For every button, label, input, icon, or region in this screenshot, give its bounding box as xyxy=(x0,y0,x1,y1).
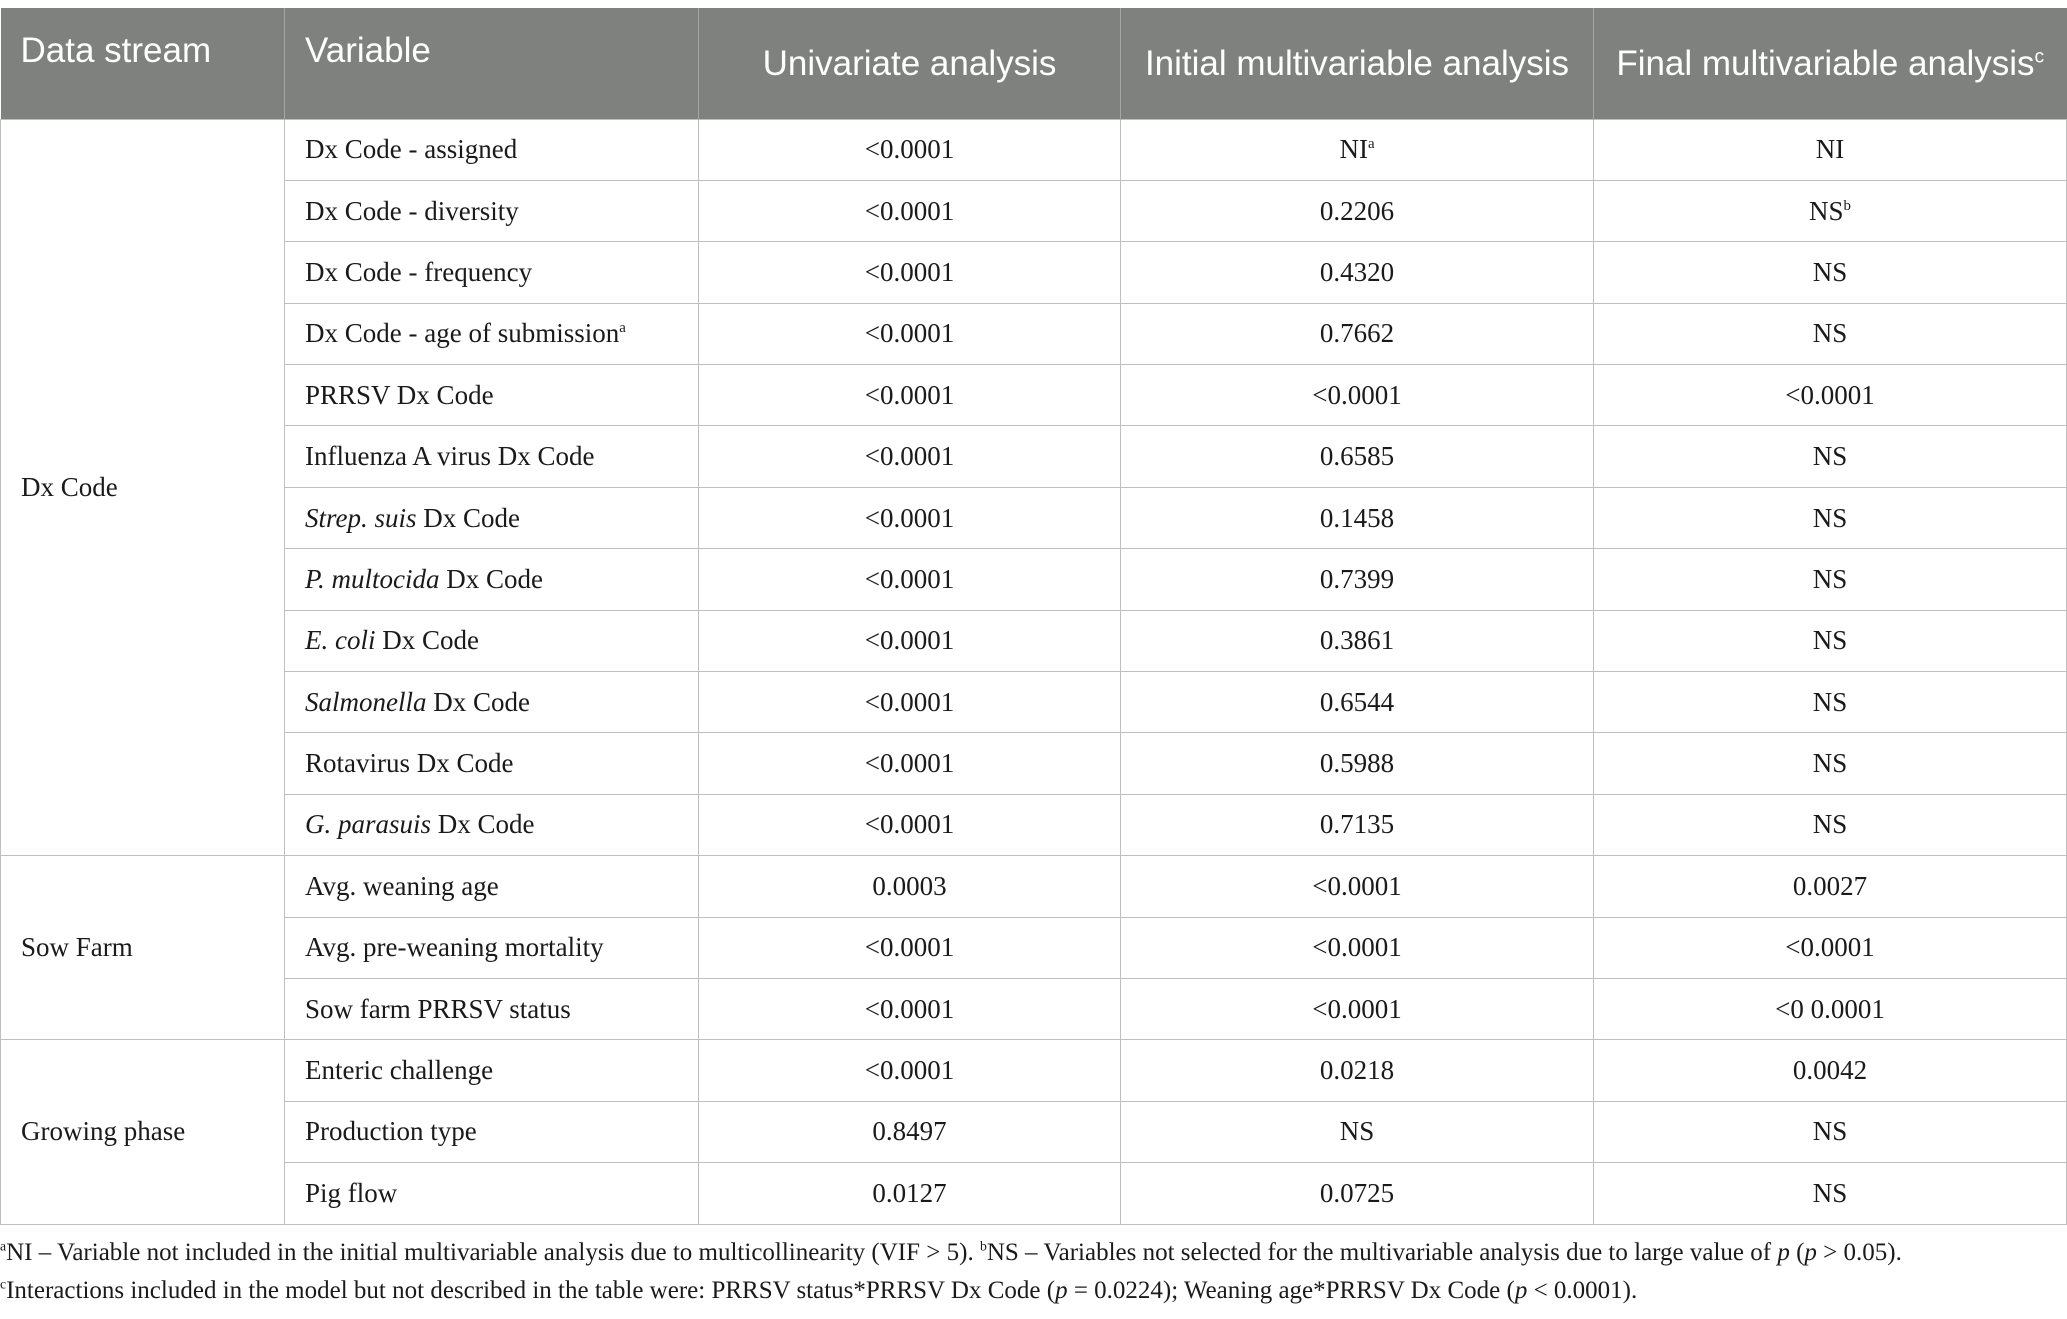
table-row xyxy=(1,917,2067,978)
initial-value: 0.1458 xyxy=(1319,502,1395,533)
variable-italic-name: Strep. suis xyxy=(305,502,417,533)
univariate-cell xyxy=(699,303,1121,364)
table-row xyxy=(1,610,2067,671)
final-cell xyxy=(1594,856,2067,917)
final-value: NS xyxy=(1812,318,1848,349)
footnote-a-text: NI – Variable not included in the initial multivariable analysis due to multicollinearity (VIF > 5). xyxy=(6,1239,980,1266)
final-value: NS xyxy=(1812,502,1848,533)
table-row xyxy=(1,549,2067,610)
variable-italic-name: G. parasuis xyxy=(305,809,432,840)
variable-cell xyxy=(285,242,699,303)
final-value: NS xyxy=(1812,1116,1848,1147)
final-cell xyxy=(1594,1101,2067,1162)
final-value: <0 0.0001 xyxy=(1775,993,1885,1024)
variable-cell xyxy=(285,487,699,548)
initial-cell xyxy=(1121,303,1594,364)
variable-cell xyxy=(285,672,699,733)
variable-cell xyxy=(285,426,699,487)
variable-name: Avg. pre-weaning mortality xyxy=(305,932,604,963)
univariate-value: <0.0001 xyxy=(864,195,955,226)
final-cell xyxy=(1594,365,2067,426)
univariate-value: <0.0001 xyxy=(864,441,955,472)
footnote-marker: a xyxy=(1367,136,1375,153)
data-stream-cell: Growing phase xyxy=(1,1040,285,1224)
table-row xyxy=(1,794,2067,855)
univariate-value: <0.0001 xyxy=(864,1055,955,1086)
header-row xyxy=(1,8,2067,119)
table-row xyxy=(1,856,2067,917)
initial-cell xyxy=(1121,733,1594,794)
variable-name: Rotavirus Dx Code xyxy=(305,748,514,779)
footnote-c-p: p xyxy=(1514,1277,1528,1304)
univariate-cell xyxy=(699,794,1121,855)
data-stream-cell: Sow Farm xyxy=(1,856,285,1040)
final-value: NS xyxy=(1812,441,1848,472)
univariate-cell xyxy=(699,242,1121,303)
initial-value: 0.3861 xyxy=(1319,625,1395,656)
initial-value: 0.5988 xyxy=(1319,748,1395,779)
univariate-value: 0.0127 xyxy=(872,1177,947,1208)
final-cell xyxy=(1594,794,2067,855)
header-final-label: Final multivariable analysis xyxy=(1616,43,2035,83)
univariate-cell xyxy=(699,917,1121,978)
initial-cell xyxy=(1121,487,1594,548)
footnote-c-marker: c xyxy=(0,1276,7,1292)
initial-value: <0.0001 xyxy=(1312,993,1402,1024)
footnote-b-text: > 0.05). xyxy=(1816,1239,1902,1266)
final-cell xyxy=(1594,303,2067,364)
table-row xyxy=(1,487,2067,548)
variable-name: PRRSV Dx Code xyxy=(305,379,494,410)
univariate-value: <0.0001 xyxy=(864,993,955,1024)
final-value: 0.0027 xyxy=(1792,870,1868,901)
univariate-cell xyxy=(699,1040,1121,1101)
final-value: NS xyxy=(1812,1177,1848,1208)
variable-name: Dx Code - diversity xyxy=(305,195,519,226)
variable-cell xyxy=(285,794,699,855)
variable-cell xyxy=(285,180,699,241)
univariate-cell xyxy=(699,1101,1121,1162)
footnote-line-2 xyxy=(0,1272,2060,1310)
final-cell xyxy=(1594,549,2067,610)
variable-name: Pig flow xyxy=(305,1177,398,1208)
table-row xyxy=(1,303,2067,364)
univariate-cell xyxy=(699,426,1121,487)
univariate-value: <0.0001 xyxy=(864,748,955,779)
footnote-c-text: = 0.0224); Weaning age*PRRSV Dx Code ( xyxy=(1067,1277,1515,1304)
initial-cell xyxy=(1121,180,1594,241)
univariate-value: <0.0001 xyxy=(864,502,955,533)
initial-cell xyxy=(1121,426,1594,487)
univariate-cell xyxy=(699,119,1121,180)
variable-cell xyxy=(285,856,699,917)
footnote-line-1 xyxy=(0,1234,2060,1272)
univariate-cell xyxy=(699,610,1121,671)
footnote-b-text: ( xyxy=(1789,1239,1805,1266)
variable-name: Influenza A virus Dx Code xyxy=(305,441,595,472)
univariate-value: <0.0001 xyxy=(864,134,955,165)
final-cell xyxy=(1594,978,2067,1039)
univariate-cell xyxy=(699,1163,1121,1224)
final-cell xyxy=(1594,242,2067,303)
variable-cell xyxy=(285,978,699,1039)
final-value: NS xyxy=(1812,625,1848,656)
footnote-b-text: NS – Variables not selected for the multivariable analysis due to large value of xyxy=(986,1239,1778,1266)
initial-cell xyxy=(1121,1040,1594,1101)
variable-cell xyxy=(285,917,699,978)
header-final-footnote-marker: c xyxy=(2034,46,2045,68)
initial-cell xyxy=(1121,549,1594,610)
final-cell xyxy=(1594,119,2067,180)
footnote-c-text: Interactions included in the model but not described in the table were: PRRSV status*PRRSV Dx Code ( xyxy=(6,1277,1056,1304)
univariate-cell xyxy=(699,365,1121,426)
data-stream-cell: Dx Code xyxy=(1,119,285,856)
variable-cell xyxy=(285,119,699,180)
final-value: NI xyxy=(1815,134,1845,165)
variable-italic-name: P. multocida xyxy=(305,563,440,594)
univariate-value: 0.8497 xyxy=(872,1116,947,1147)
initial-cell xyxy=(1121,610,1594,671)
variable-name: Dx Code xyxy=(431,809,535,840)
initial-cell xyxy=(1121,1101,1594,1162)
initial-cell xyxy=(1121,365,1594,426)
table-row xyxy=(1,1163,2067,1224)
footnote-b-p: p xyxy=(1804,1239,1817,1266)
table-row xyxy=(1,672,2067,733)
initial-cell xyxy=(1121,794,1594,855)
variable-name: Dx Code xyxy=(375,625,479,656)
table-row xyxy=(1,242,2067,303)
table-header xyxy=(1,8,2067,119)
initial-value: 0.4320 xyxy=(1319,256,1395,287)
univariate-value: <0.0001 xyxy=(864,686,955,717)
table-row xyxy=(1,1040,2067,1101)
univariate-cell xyxy=(699,487,1121,548)
univariate-cell xyxy=(699,733,1121,794)
univariate-cell xyxy=(699,856,1121,917)
initial-value: <0.0001 xyxy=(1312,379,1402,410)
initial-value: 0.2206 xyxy=(1319,195,1395,226)
table-row xyxy=(1,1101,2067,1162)
final-cell xyxy=(1594,917,2067,978)
variable-cell xyxy=(285,1163,699,1224)
table-row xyxy=(1,119,2067,180)
header-initial: Initial multivariable analysis xyxy=(1121,8,1594,119)
initial-cell xyxy=(1121,672,1594,733)
variable-name: Dx Code - frequency xyxy=(305,256,533,287)
footnote-a-marker: a xyxy=(0,1238,7,1254)
table-row xyxy=(1,978,2067,1039)
initial-value: 0.7662 xyxy=(1319,318,1395,349)
variable-name: Production type xyxy=(305,1116,477,1147)
initial-value: 0.6544 xyxy=(1319,686,1395,717)
variable-name: Dx Code - age of submission xyxy=(305,318,620,349)
final-cell xyxy=(1594,733,2067,794)
results-table xyxy=(0,8,2067,1225)
footnote-c-text: < 0.0001). xyxy=(1527,1277,1638,1304)
variable-name: Dx Code xyxy=(416,502,521,533)
variable-name: Enteric challenge xyxy=(305,1055,494,1086)
table-row xyxy=(1,180,2067,241)
variable-italic-name: E. coli xyxy=(305,625,376,656)
final-cell xyxy=(1594,1040,2067,1101)
footnote-b-marker: b xyxy=(979,1238,987,1254)
variable-name: Avg. weaning age xyxy=(305,870,499,901)
initial-value: <0.0001 xyxy=(1312,870,1402,901)
initial-value: 0.6585 xyxy=(1319,441,1395,472)
final-value: NS xyxy=(1812,809,1848,840)
variable-cell xyxy=(285,303,699,364)
variable-cell xyxy=(285,549,699,610)
header-final xyxy=(1594,8,2067,119)
univariate-value: <0.0001 xyxy=(864,318,955,349)
univariate-cell xyxy=(699,978,1121,1039)
table-row xyxy=(1,426,2067,487)
variable-name: Sow farm PRRSV status xyxy=(305,993,571,1024)
table-row xyxy=(1,365,2067,426)
final-value: NS xyxy=(1812,686,1848,717)
variable-cell xyxy=(285,610,699,671)
table-row xyxy=(1,733,2067,794)
initial-value: 0.7399 xyxy=(1319,563,1395,594)
initial-value: 0.7135 xyxy=(1319,809,1395,840)
variable-name: Dx Code xyxy=(439,563,543,594)
variable-cell xyxy=(285,365,699,426)
univariate-cell xyxy=(699,672,1121,733)
initial-value: 0.0725 xyxy=(1319,1177,1395,1208)
univariate-value: <0.0001 xyxy=(864,563,955,594)
variable-cell xyxy=(285,733,699,794)
univariate-value: <0.0001 xyxy=(864,256,955,287)
initial-cell xyxy=(1121,119,1594,180)
final-cell xyxy=(1594,426,2067,487)
variable-italic-name: Salmonella xyxy=(305,686,427,717)
final-cell xyxy=(1594,610,2067,671)
final-value: NS xyxy=(1812,563,1848,594)
univariate-value: <0.0001 xyxy=(864,809,955,840)
final-value: NS xyxy=(1812,748,1848,779)
final-value: NS xyxy=(1809,195,1844,226)
footnote-marker: b xyxy=(1843,197,1851,214)
initial-value: <0.0001 xyxy=(1312,932,1402,963)
footnote-marker: a xyxy=(619,320,626,337)
univariate-value: <0.0001 xyxy=(864,379,955,410)
initial-value: NI xyxy=(1339,134,1368,165)
initial-cell xyxy=(1121,978,1594,1039)
univariate-value: 0.0003 xyxy=(872,870,947,901)
final-value: <0.0001 xyxy=(1785,932,1875,963)
header-univariate: Univariate analysis xyxy=(699,8,1121,119)
variable-name: Dx Code - assigned xyxy=(305,134,518,165)
table-body xyxy=(1,119,2067,1224)
final-cell xyxy=(1594,672,2067,733)
univariate-value: <0.0001 xyxy=(864,932,955,963)
univariate-cell xyxy=(699,549,1121,610)
univariate-cell xyxy=(699,180,1121,241)
table-footnotes xyxy=(0,1234,2060,1310)
variable-cell xyxy=(285,1101,699,1162)
footnote-c-p: p xyxy=(1055,1277,1068,1304)
header-data-stream: Data stream xyxy=(1,8,285,119)
initial-value: NS xyxy=(1339,1116,1375,1147)
final-cell xyxy=(1594,487,2067,548)
univariate-value: <0.0001 xyxy=(864,625,955,656)
header-variable: Variable xyxy=(285,8,699,119)
final-value: 0.0042 xyxy=(1792,1055,1868,1086)
initial-cell xyxy=(1121,856,1594,917)
footnote-b-p: p xyxy=(1777,1239,1790,1266)
final-value: NS xyxy=(1812,256,1848,287)
final-value: <0.0001 xyxy=(1785,379,1875,410)
initial-cell xyxy=(1121,917,1594,978)
initial-cell xyxy=(1121,242,1594,303)
initial-value: 0.0218 xyxy=(1319,1055,1395,1086)
variable-cell xyxy=(285,1040,699,1101)
initial-cell xyxy=(1121,1163,1594,1224)
final-cell xyxy=(1594,1163,2067,1224)
final-cell xyxy=(1594,180,2067,241)
variable-name: Dx Code xyxy=(426,686,530,717)
